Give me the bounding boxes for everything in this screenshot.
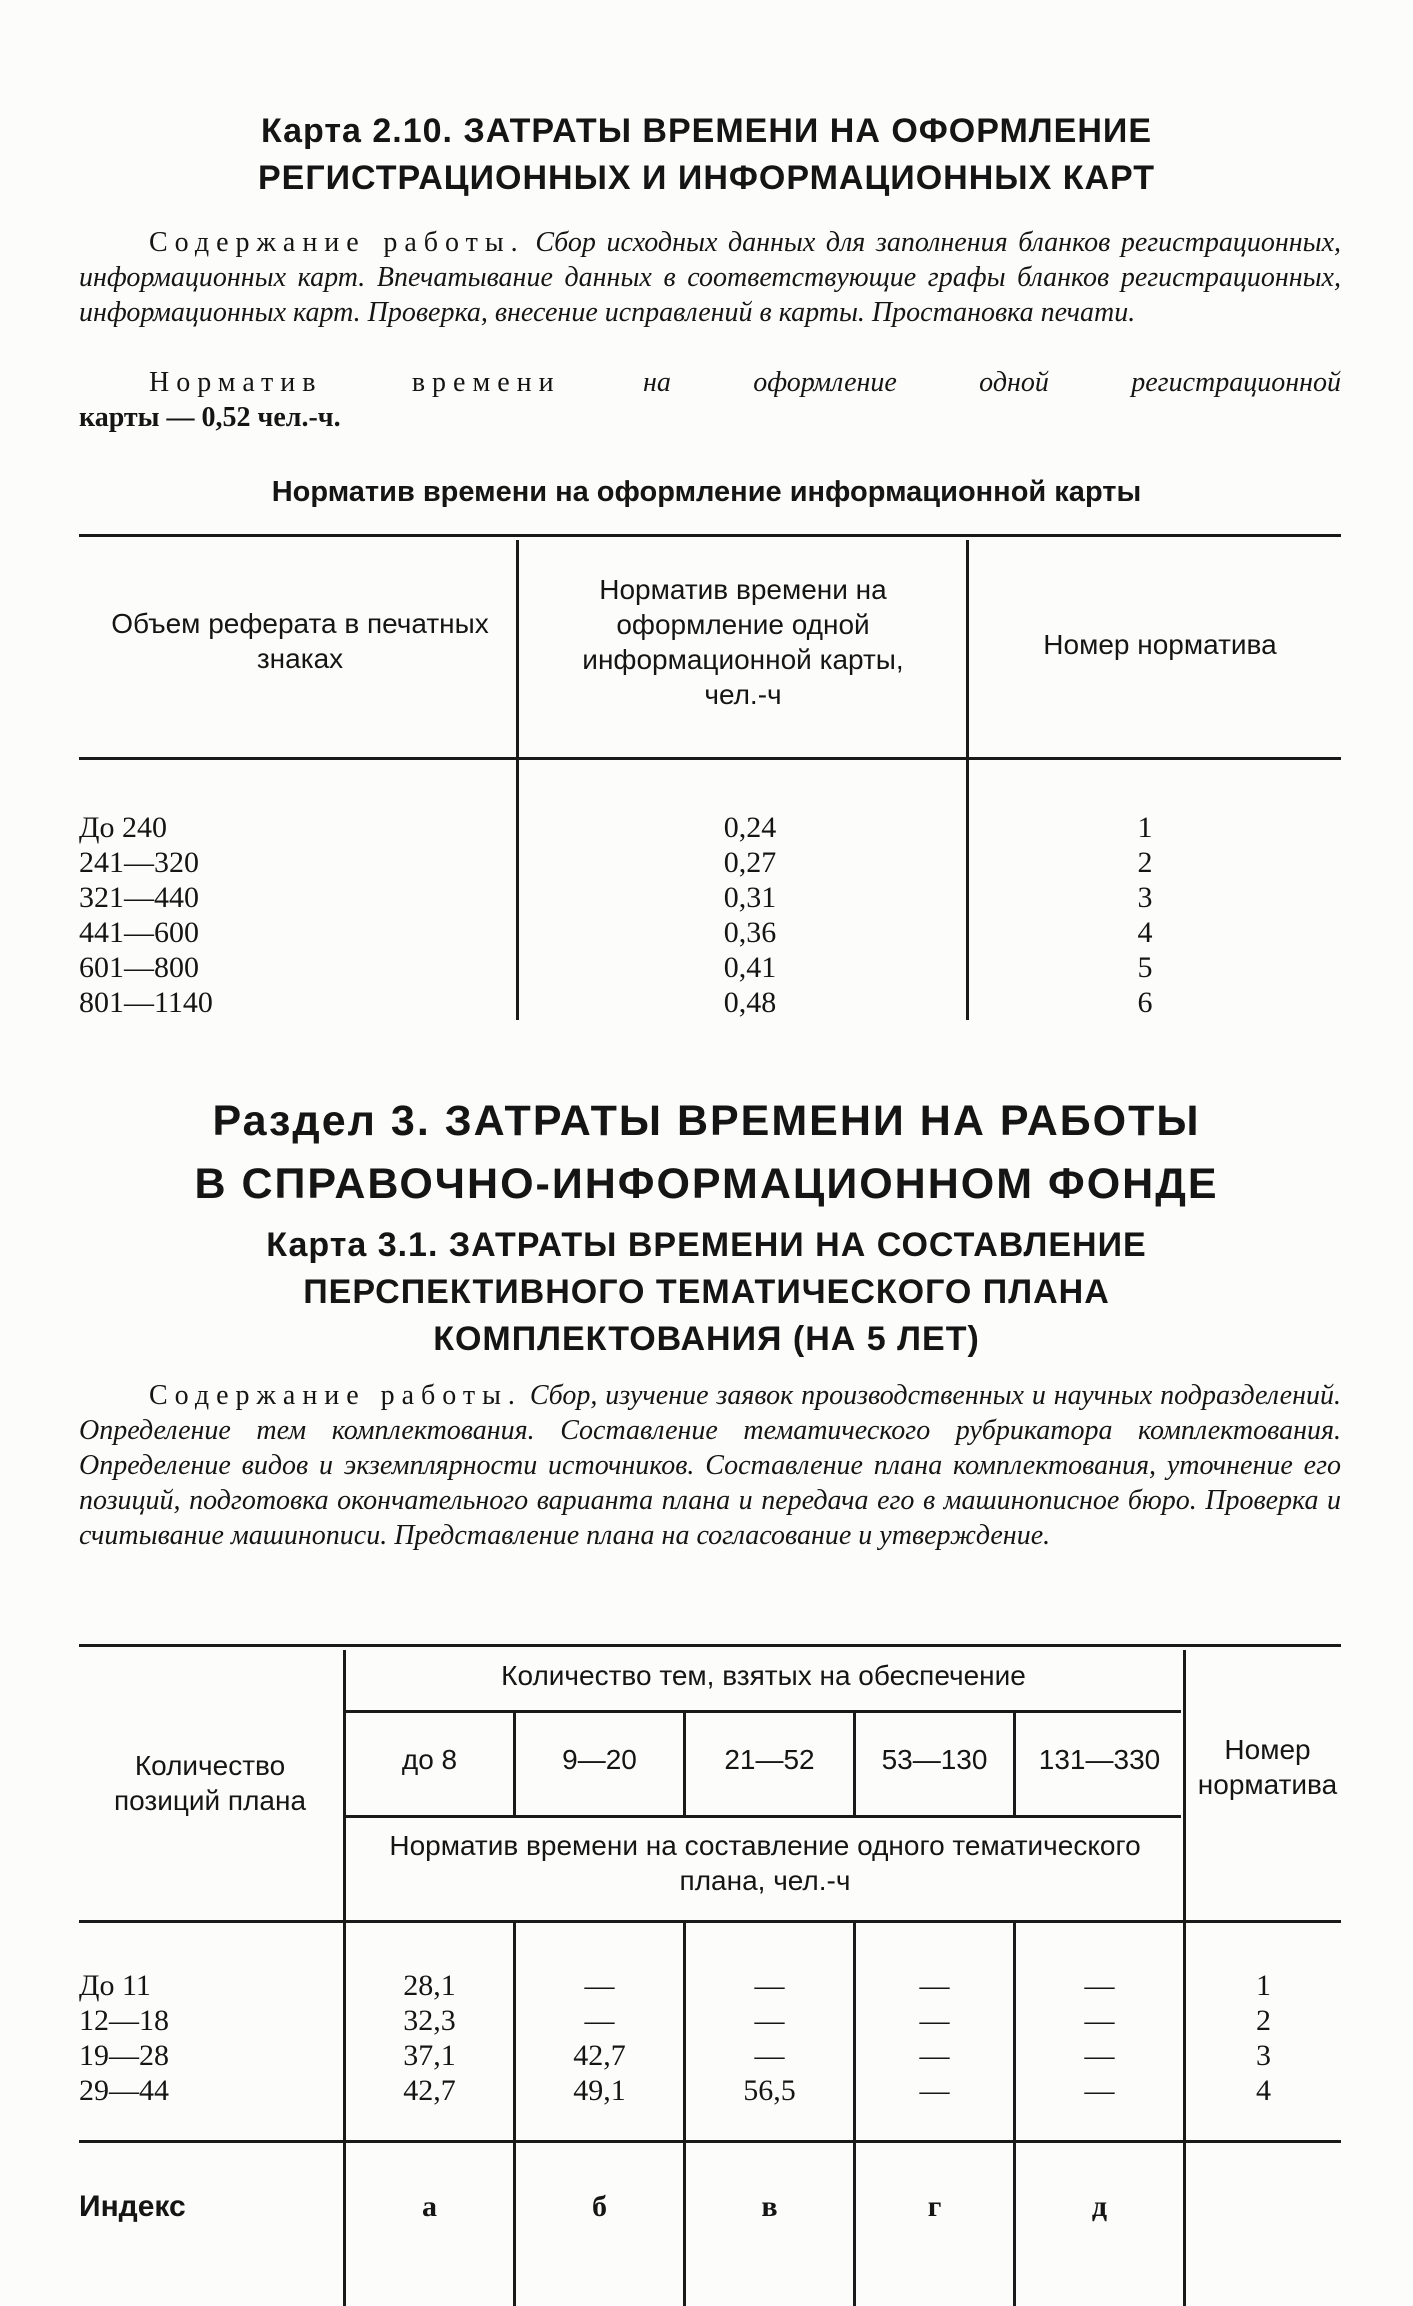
- value-cell: —: [919, 1969, 950, 2002]
- norm-text: на оформление одной регистрационной: [642, 367, 1342, 398]
- number-cell: 2: [1256, 2004, 1271, 2037]
- number-cell: 2: [1137, 846, 1153, 879]
- index-cell: д: [1091, 2190, 1108, 2223]
- norm-cell: 0,36: [723, 916, 777, 949]
- card-2-10-norm: [79, 365, 1341, 400]
- table2-range-header: 21—52: [724, 1744, 815, 1775]
- card-3-1-content: [79, 1378, 1341, 1553]
- table2-col-131-330: [1016, 1968, 1183, 2108]
- table1-divider-1: [516, 540, 519, 1020]
- norm-cell: 0,31: [723, 881, 777, 914]
- card-2-10-title-line1: Карта 2.10. ЗАТРАТЫ ВРЕМЕНИ НА ОФОРМЛЕНИЕ: [260, 112, 1153, 150]
- value-cell: —: [919, 2004, 950, 2037]
- card-3-1-title-line2: ПЕРСПЕКТИВНОГО ТЕМАТИЧЕСКОГО ПЛАНА: [303, 1273, 1110, 1311]
- table-caption: Норматив времени на оформление информационной карты: [271, 476, 1142, 508]
- table1-header-rule: [79, 757, 1341, 760]
- volume-cell: До 240: [79, 811, 167, 844]
- table2-range-rule: [346, 1815, 1181, 1818]
- card-2-10-title: [0, 108, 1413, 202]
- table2-norm-header: Норматив времени на составление одного тематического плана, чел.-ч: [389, 1830, 1141, 1896]
- table1-divider-2: [966, 540, 969, 1020]
- number-cell: 4: [1137, 916, 1153, 949]
- norm-value: карты — 0,52 чел.-ч.: [79, 402, 341, 433]
- card-3-1-title-line1: Карта 3.1. ЗАТРАТЫ ВРЕМЕНИ НА СОСТАВЛЕНИЕ: [266, 1226, 1147, 1264]
- table2-range-header: 9—20: [562, 1744, 637, 1775]
- number-cell: 1: [1256, 1969, 1271, 2002]
- value-cell: —: [584, 2004, 615, 2037]
- number-cell: 5: [1137, 951, 1153, 984]
- index-cell: б: [592, 2190, 607, 2223]
- value-cell: 28,1: [403, 1969, 456, 2002]
- norm-cell: 0,48: [723, 986, 777, 1019]
- table2-group-header: Количество тем, взятых на обеспечение: [501, 1660, 1026, 1691]
- table1-col2-header: Норматив времени на оформление одной информационной карты, чел.-ч: [582, 574, 904, 710]
- number-cell: 3: [1256, 2039, 1271, 2072]
- value-cell: 42,7: [573, 2039, 626, 2072]
- table2-row-labels: [79, 1968, 169, 2108]
- table2-header-rule: [79, 1920, 1341, 1923]
- table2-group-rule: [346, 1710, 1181, 1713]
- volume-cell: 441—600: [79, 916, 199, 949]
- value-cell: 49,1: [573, 2074, 626, 2107]
- table2-col-9-20: [516, 1968, 683, 2108]
- table1-col3-header: Номер норматива: [1043, 629, 1277, 660]
- row-label: 29—44: [79, 2074, 169, 2107]
- value-cell: —: [919, 2039, 950, 2072]
- index-cell: а: [422, 2190, 437, 2223]
- volume-cell: 321—440: [79, 881, 199, 914]
- card-3-1-title: [0, 1222, 1413, 1363]
- value-cell: —: [1084, 2004, 1115, 2037]
- volume-cell: 241—320: [79, 846, 199, 879]
- content-label: Содержание работы.: [149, 1380, 522, 1411]
- value-cell: 42,7: [403, 2074, 456, 2107]
- content-text: Сбор, изучение заявок производственных и научных подразделений. Определение тем комплектования. Составление тематического рубрикатора комплектования. Определение видов и экземплярности источников. Составление плана комплектования, уточнение его позиций, подготовка окончательного варианта плана и передача его в машинописное бюро. Проверка и считывание машинописи. Представление плана на согласование и утверждение.: [79, 1380, 1341, 1551]
- table2-col-21-52: [686, 1968, 853, 2108]
- table1-col1-header: Объем реферата в печатных знаках: [111, 608, 489, 674]
- number-cell: 6: [1137, 986, 1153, 1019]
- row-label: 19—28: [79, 2039, 169, 2072]
- table1-numbers: [1120, 810, 1170, 1020]
- table2-numbers: [1186, 1968, 1341, 2108]
- table2-col-do8: [346, 1968, 513, 2108]
- index-label: Индекс: [79, 2190, 186, 2223]
- card-3-1-title-line3: КОМПЛЕКТОВАНИЯ (НА 5 ЛЕТ): [433, 1320, 980, 1358]
- value-cell: —: [1084, 2074, 1115, 2107]
- table2-col-53-130: [856, 1968, 1013, 2108]
- number-cell: 4: [1256, 2074, 1271, 2107]
- volume-cell: 601—800: [79, 951, 199, 984]
- table2-range-header: 53—130: [881, 1744, 988, 1775]
- value-cell: 32,3: [403, 2004, 456, 2037]
- section-3-line2: В СПРАВОЧНО-ИНФОРМАЦИОННОМ ФОНДЕ: [194, 1160, 1219, 1208]
- row-label: До 11: [79, 1969, 151, 2002]
- index-cell: в: [761, 2190, 778, 2223]
- value-cell: —: [754, 1969, 785, 2002]
- number-cell: 1: [1137, 811, 1153, 844]
- norm-cell: 0,24: [723, 811, 777, 844]
- index-cell: г: [927, 2190, 942, 2223]
- table2-index-rule: [79, 2140, 1341, 2143]
- value-cell: —: [754, 2004, 785, 2037]
- table2-range-header: 131—330: [1038, 1744, 1161, 1775]
- content-label: Содержание работы.: [149, 227, 525, 258]
- card-2-10-title-line2: РЕГИСТРАЦИОННЫХ И ИНФОРМАЦИОННЫХ КАРТ: [257, 159, 1155, 197]
- value-cell: —: [919, 2074, 950, 2107]
- value-cell: 37,1: [403, 2039, 456, 2072]
- table2-rows-header: Количество позиций плана: [113, 1750, 307, 1816]
- value-cell: —: [1084, 1969, 1115, 2002]
- table2-range-header: до 8: [401, 1744, 458, 1775]
- table1-top-rule: [79, 534, 1341, 537]
- value-cell: —: [584, 1969, 615, 2002]
- volume-cell: 801—1140: [79, 986, 213, 1019]
- value-cell: —: [1084, 2039, 1115, 2072]
- value-cell: —: [754, 2039, 785, 2072]
- table2-top-rule: [79, 1644, 1341, 1647]
- table2-number-header: Номер норматива: [1197, 1734, 1338, 1800]
- table1-volumes: [79, 810, 213, 1020]
- section-3-heading: [0, 1090, 1413, 1216]
- value-cell: 56,5: [743, 2074, 796, 2107]
- norm-label: Норматив времени: [149, 367, 561, 398]
- content-text: Сбор исходных данных для заполнения бланков регистрационных, информационных карт. Впечатывание данных в соответствующие графы бланков регистрационных, информационных карт. Проверка, внесение исправлений в карты. Простановка печати.: [79, 227, 1342, 328]
- row-label: 12—18: [79, 2004, 169, 2037]
- table1-norms: [680, 810, 820, 1020]
- norm-cell: 0,41: [723, 951, 777, 984]
- section-3-line1: Раздел 3. ЗАТРАТЫ ВРЕМЕНИ НА РАБОТЫ: [212, 1097, 1201, 1145]
- number-cell: 3: [1137, 881, 1153, 914]
- norm-cell: 0,27: [723, 846, 777, 879]
- card-2-10-content: [79, 225, 1341, 330]
